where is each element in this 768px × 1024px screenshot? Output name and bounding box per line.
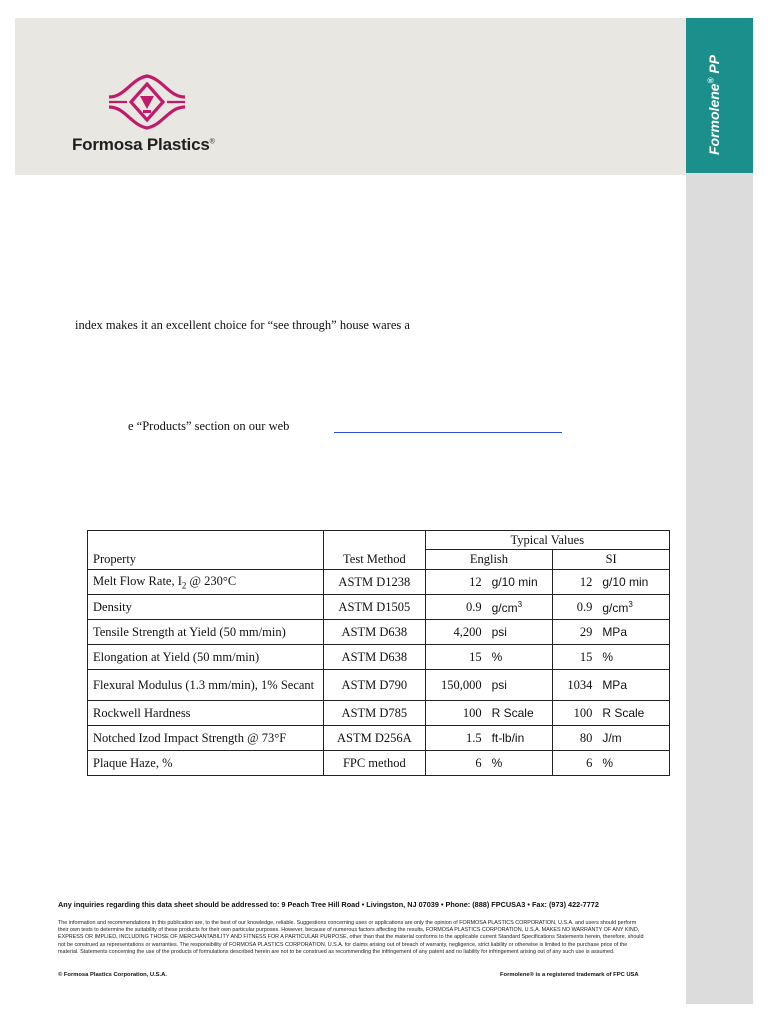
- header-band: [15, 18, 686, 175]
- english-value-cell: [425, 670, 553, 701]
- test-method-cell: ASTM D638: [324, 645, 425, 670]
- table-row: [88, 670, 670, 701]
- property-cell: Flexural Modulus (1.3 mm/min), 1% Secant: [88, 670, 324, 701]
- si-value: 80: [579, 730, 593, 745]
- english-value-cell: [425, 595, 553, 620]
- property-cell: Melt Flow Rate, $I_2$ @ 230°C: [88, 570, 324, 595]
- english-value: 0.9: [465, 599, 482, 614]
- english-value-cell: [425, 620, 553, 645]
- property-cell: Tensile Strength at Yield (50 mm/min): [88, 620, 324, 645]
- property-cell: Density: [88, 595, 324, 620]
- si-value-cell: [553, 595, 670, 620]
- test-method-cell: ASTM D1238: [324, 570, 425, 595]
- english-value-cell: [425, 726, 553, 751]
- si-value-cell: [553, 620, 670, 645]
- property-cell: Elongation at Yield (50 mm/min): [88, 645, 324, 670]
- table-row: [88, 570, 670, 595]
- english-column-header: English: [425, 550, 553, 570]
- si-value: 1034: [567, 677, 593, 692]
- table-header-blank: [88, 531, 324, 550]
- si-unit: g/10 min: [602, 575, 649, 589]
- si-value-cell: [553, 645, 670, 670]
- english-value: 100: [462, 705, 482, 720]
- property-cell: Rockwell Hardness: [88, 701, 324, 726]
- english-value: 4,200: [453, 624, 482, 639]
- english-unit: ft-lb/in: [491, 731, 525, 745]
- english-unit: %: [491, 756, 503, 770]
- product-tab: [686, 18, 753, 173]
- si-value-cell: [553, 570, 670, 595]
- footer-disclaimer: The information and recommendations in this publication are, to the best of our knowledge, reliable. Suggestions concerning uses or applications are only the opinion of FORMOSA PLASTICS CORPORATION, U.S.A. and users should perform their own tests to determine the suitability of these products for their own particular purposes. However, because of numerous factors affecting the results, FORMOSA PLASTICS CORPORATION, U.S.A. MAKES NO WARRANTY OF ANY KIND, EXPRESS OR IMPLIED, INCLUDING THOSE OF MERCHANTABILITY AND FITNESS FOR A PARTICULAR PURPOSE, other than that the material conforms to the applicable current Standard Specifications Statements herein, therefore, should not be construed as representations or warranties. The responsibility of FORMOSA PLASTICS CORPORATION, U.S.A. for claims arising out of breach of warranty, negligence, strict liability or otherwise is limited to the purchase price of the material. Statements concerning the use of the products of formulations described herein are not to be construed as recommending the infringement of any patent and no liability for infringement arising out of any such use is assumed.: [58, 920, 644, 955]
- si-value: 15: [579, 649, 593, 664]
- property-cell: Notched Izod Impact Strength @ 73°F: [88, 726, 324, 751]
- si-unit: %: [602, 756, 613, 770]
- test-method-cell: ASTM D256A: [324, 726, 425, 751]
- footer-trademark: Formolene® is a registered trademark of FPC USA: [500, 972, 639, 978]
- test-method-cell: ASTM D790: [324, 670, 425, 701]
- english-value-cell: [425, 570, 553, 595]
- typical-values-header: Typical Values: [425, 531, 669, 550]
- english-unit: R Scale: [491, 706, 534, 720]
- english-unit: g/10 min: [491, 575, 538, 589]
- property-column-header: Property: [88, 550, 324, 570]
- table-row: [88, 620, 670, 645]
- english-value-cell: [425, 645, 553, 670]
- si-unit: $g/cm^3$: [602, 599, 633, 615]
- english-value: 15: [469, 649, 482, 664]
- body-text-fragment: index makes it an excellent choice for “see through” house wares a: [75, 318, 410, 332]
- si-value: 0.9: [576, 599, 593, 614]
- english-value: 1.5: [465, 730, 482, 745]
- table-row: [88, 751, 670, 776]
- english-value: 12: [469, 574, 482, 589]
- test-method-cell: FPC method: [324, 751, 425, 776]
- si-column-header: SI: [553, 550, 670, 570]
- si-unit: J/m: [602, 731, 622, 745]
- si-value: 6: [586, 755, 593, 770]
- english-unit: psi: [491, 625, 507, 639]
- english-value-cell: [425, 701, 553, 726]
- test-method-cell: ASTM D638: [324, 620, 425, 645]
- body-text-fragment: e “Products” section on our web: [128, 419, 290, 433]
- table-row: [88, 726, 670, 751]
- company-logo-text: Formosa Plastics®: [72, 135, 215, 154]
- table-header-row: [88, 531, 670, 550]
- si-unit: R Scale: [602, 706, 645, 720]
- footer-copyright: © Formosa Plastics Corporation, U.S.A.: [58, 972, 167, 978]
- property-cell: Plaque Haze, %: [88, 751, 324, 776]
- test-method-cell: ASTM D1505: [324, 595, 425, 620]
- table-header-row: [88, 550, 670, 570]
- test-method-cell: ASTM D785: [324, 701, 425, 726]
- english-unit: $g/cm^3$: [491, 599, 523, 615]
- english-unit: psi: [491, 678, 507, 692]
- si-unit: MPa: [602, 625, 627, 639]
- si-value: 12: [579, 574, 593, 589]
- table-row: [88, 595, 670, 620]
- si-value-cell: [553, 670, 670, 701]
- si-unit: %: [602, 650, 613, 664]
- formosa-logo-icon: [107, 73, 187, 131]
- table-row: [88, 645, 670, 670]
- english-value: 6: [475, 755, 482, 770]
- si-unit: MPa: [602, 678, 627, 692]
- si-value-cell: [553, 701, 670, 726]
- properties-table: [87, 530, 670, 776]
- si-value-cell: [553, 751, 670, 776]
- table-header-blank: [324, 531, 425, 550]
- english-value: 150,000: [440, 677, 482, 692]
- test-method-column-header: Test Method: [324, 550, 425, 570]
- english-unit: %: [491, 650, 503, 664]
- website-link[interactable]: [334, 432, 562, 433]
- si-value: 29: [579, 624, 593, 639]
- si-value-cell: [553, 726, 670, 751]
- table-row: [88, 701, 670, 726]
- si-value: 100: [573, 705, 593, 720]
- footer-inquiry: Any inquiries regarding this data sheet should be addressed to: 9 Peach Tree Hill Road • Livingston, NJ 07039 • Phone: (888) FPCUSA3 • Fax: (973) 422-7772: [58, 900, 599, 909]
- english-value-cell: [425, 751, 553, 776]
- product-label: Formolene® PP: [706, 54, 722, 155]
